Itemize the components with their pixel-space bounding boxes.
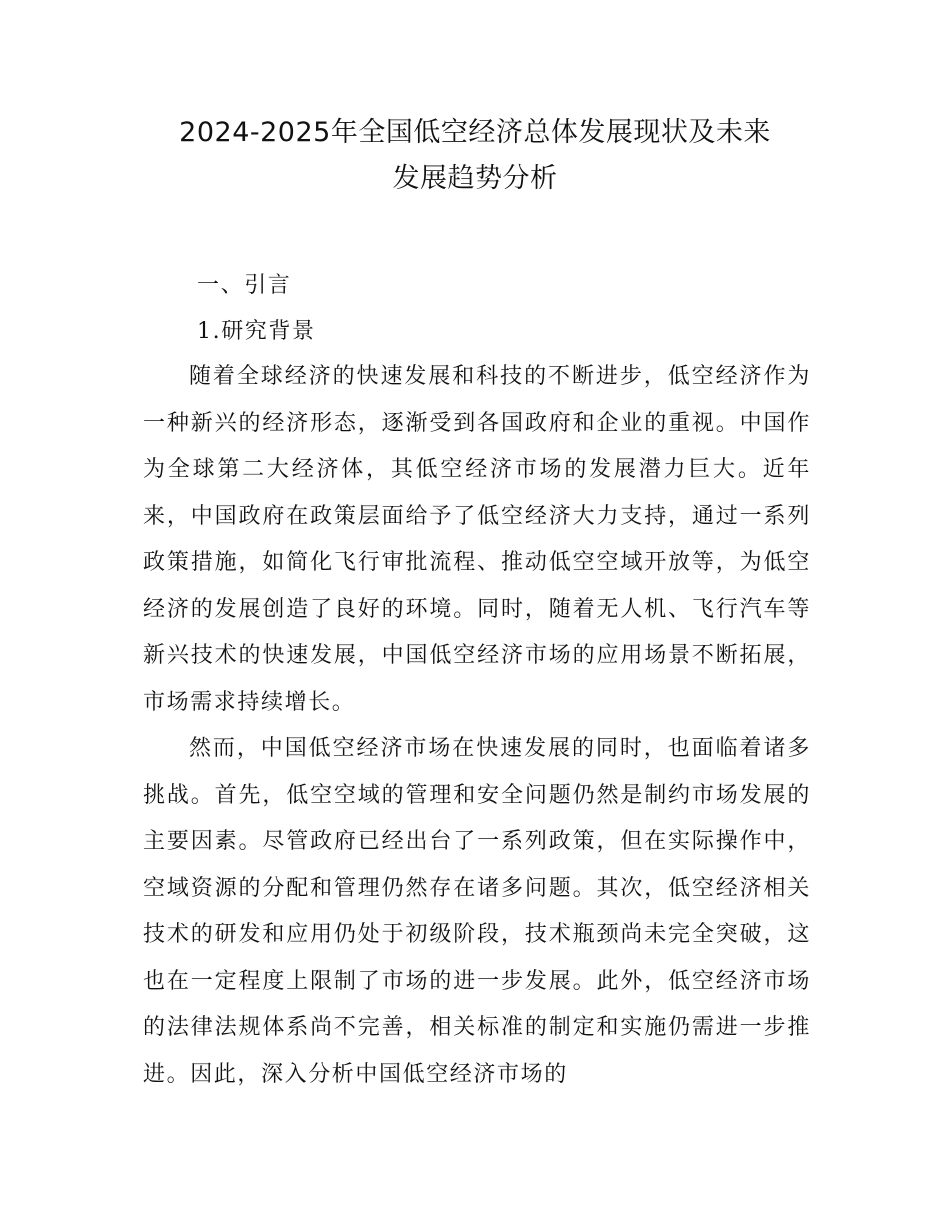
paragraph-1: 随着全球经济的快速发展和科技的不断进步，低空经济作为一种新兴的经济形态，逐渐受到各国政府和企业的重视。中国作为全球第二大经济体，其低空经济市场的发展潜力巨大。近年来，中国政府在政策层面给予了低空经济大力支持，通过一系列政策措施，如简化飞行审批流程、推动低空空域开放等，为低空经济的发展创造了良好的环境。同时，随着无人机、飞行汽车等新兴技术的快速发展，中国低空经济市场的应用场景不断拓展，市场需求持续增长。 — [143, 364, 811, 715]
title-line-2: 发展趋势分析 — [392, 163, 558, 194]
document-title — [100, 110, 850, 202]
title-line-1: 2024-2025年全国低空经济总体发展现状及未来 — [179, 117, 771, 148]
section-heading: 一、引言 — [197, 273, 292, 298]
paragraph-2: 然而，中国低空经济市场在快速发展的同时，也面临着诸多挑战。首先，低空空域的管理和安全问题仍然是制约市场发展的主要因素。尽管政府已经出台了一系列政策，但在实际操作中，空域资源的分配和管理仍然存在诸多问题。其次，低空经济相关技术的研发和应用仍处于初级阶段，技术瓶颈尚未完全突破，这也在一定程度上限制了市场的进一步发展。此外，低空经济市场的法律法规体系尚不完善，相关标准的制定和实施仍需进一步推进。因此，深入分析中国低空经济市场的 — [143, 736, 811, 1087]
subsection-heading: 1.研究背景 — [197, 319, 316, 344]
body-text — [143, 354, 811, 1098]
